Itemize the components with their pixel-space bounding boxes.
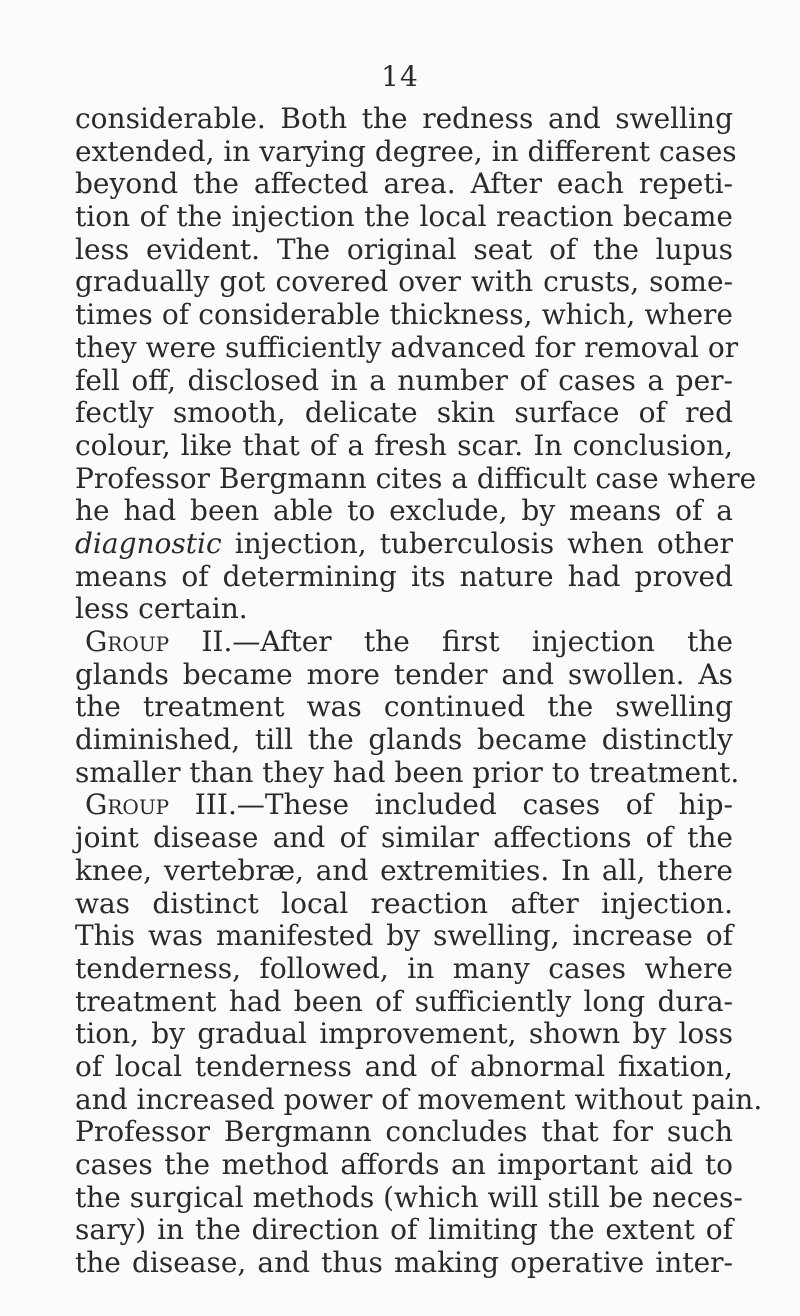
text-line [75,920,733,953]
text-segment: and increased power of movement without pain. [75,1082,763,1116]
text-segment: cases the method affords an important aid to [75,1148,733,1181]
text-line [75,234,733,267]
text-line [75,1018,733,1051]
text-line [75,365,733,398]
text-line [75,888,733,921]
text-segment: treatment had been of sufficiently long dura- [75,984,733,1018]
text-line [75,691,733,724]
text-segment: fell off, disclosed in a number of cases a per- [75,363,733,397]
text-segment: Professor Bergmann concludes that for such [75,1115,733,1149]
text-segment: fectly smooth, delicate skin surface of red [75,396,733,430]
text-line [75,103,733,136]
text-segment: tion of the injection the local reaction became [75,200,733,234]
text-segment: extended, in varying degree, in different cases [75,134,737,168]
text-segment: joint disease and of similar affections of the [75,821,733,855]
text-line [75,134,737,169]
body-text [75,102,763,1280]
text-segment: less certain. [75,592,248,626]
text-segment: the disease, and thus making operative inter- [75,1246,733,1280]
text-line [75,266,733,299]
text-line [75,1214,733,1247]
text-segment: times of considerable thickness, which, where [75,298,733,332]
text-line [75,430,733,463]
text-line [75,201,733,234]
italic-word: diagnostic [75,526,222,560]
text-line [75,724,733,757]
text-line [75,1180,743,1215]
text-line [75,1149,733,1182]
text-segment: considerable. Both the redness and swelling [75,102,733,135]
text-segment: the treatment was continued the swelling [75,690,733,724]
text-segment: gradually got covered over with crusts, some- [75,265,733,299]
text-line [75,593,733,626]
group-heading: Group [85,625,170,658]
text-line [75,299,733,332]
text-line [75,168,733,201]
text-line [75,461,757,496]
text-line [75,528,733,561]
text-segment: II.—After the first injection the [169,625,733,658]
text-segment: he had been able to exclude, by means of a [75,494,733,528]
text-segment: knee, vertebræ, and extremities. In all, there [75,853,733,887]
text-line [75,330,739,365]
text-line [75,986,733,1019]
text-segment: less evident. The original seat of the lupus [75,232,733,266]
text-segment: beyond the affected area. After each repeti- [75,167,733,201]
text-segment: was distinct local reaction after injection. [75,886,733,920]
text-segment: sary) in the direction of limiting the extent of [75,1213,733,1247]
text-line [75,397,733,430]
text-segment: the surgical methods (which will still be neces- [75,1180,743,1214]
group-heading: Group [85,788,170,822]
text-line [75,1051,733,1084]
text-line [75,855,733,888]
text-segment: means of determining its nature had proved [75,559,733,593]
text-line [75,755,740,790]
text-line [75,1082,763,1117]
text-line [75,1247,733,1280]
text-segment: tion, by gradual improvement, shown by loss [75,1017,733,1051]
text-segment: smaller than they had been prior to treatment. [75,755,740,789]
text-segment: glands became more tender and swollen. As [75,657,733,691]
text-line [75,1116,733,1149]
text-line [75,561,733,594]
text-line [75,495,733,528]
text-line [75,626,733,659]
text-segment: of local tenderness and of abnormal fixation, [75,1049,733,1083]
text-segment: Professor Bergmann cites a difficult case where [75,461,757,495]
page-number: 14 [381,60,419,93]
text-segment: they were sufficiently advanced for removal or [75,330,739,364]
text-segment: colour, like that of a fresh scar. In conclusion, [75,428,733,462]
text-line [75,953,733,986]
text-line [75,789,733,822]
text-segment: diminished, till the glands became distinctly [75,723,733,757]
text-segment: injection, tuberculosis when other [221,526,733,560]
text-line [75,659,733,692]
text-segment: This was manifested by swelling, increase of [75,919,733,953]
text-segment: III.—These included cases of hip- [169,788,733,822]
text-segment: tenderness, followed, in many cases where [75,951,733,985]
text-line [75,822,733,855]
